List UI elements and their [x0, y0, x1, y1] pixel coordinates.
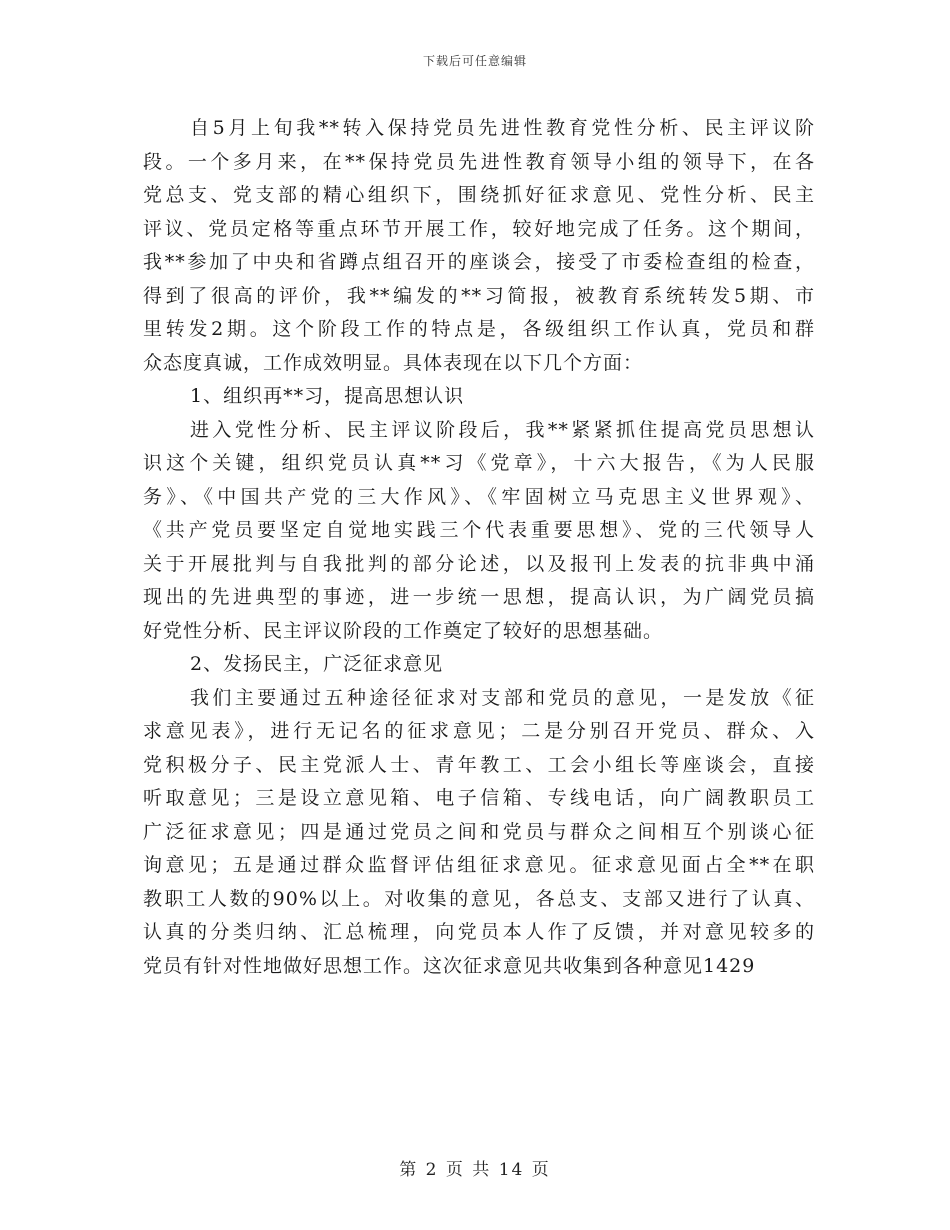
paragraph-line: 党员有针对性地做好思想工作。这次征求意见共收集到各种意见1429 — [143, 954, 756, 977]
paragraph-line: 进入党性分析、民主评议阶段后，我**紧紧抓住提高党员思想认 — [190, 418, 815, 441]
document-body — [143, 112, 815, 983]
page-number-footer: 第 2 页 共 14 页 — [399, 1160, 551, 1180]
paragraph-line: 得到了很高的评价，我**编发的**习简报，被教育系统转发5期、市 — [143, 284, 815, 307]
paragraph-line: 求意见表》，进行无记名的征求意见；二是分别召开党员、群众、入 — [143, 720, 815, 742]
paragraph-line: 认真的分类归纳、汇总梳理，向党员本人作了反馈，并对意见较多的 — [143, 921, 815, 943]
paragraph-line: 广泛征求意见；四是通过党员之间和党员与群众之间相互个别谈心征 — [143, 820, 815, 843]
paragraph-line: 党总支、党支部的精心组织下，围绕抓好征求意见、党性分析、民主 — [143, 184, 815, 206]
paragraph-line: 众态度真诚，工作成效明显。具体表现在以下几个方面： — [143, 351, 644, 374]
paragraph-line: 教职工人数的90%以上。对收集的意见，各总支、支部又进行了认真、 — [143, 887, 815, 910]
paragraph-line: 评议、党员定格等重点环节开展工作，较好地完成了任务。这个期间， — [143, 217, 815, 240]
paragraph-line: 里转发2期。这个阶段工作的特点是，各级组织工作认真，党员和群 — [143, 318, 815, 340]
paragraph-line: 务》、《中国共产党的三大作风》、《牢固树立马克思主义世界观》、 — [143, 485, 815, 508]
section-heading: 2、发扬民主，广泛征求意见 — [190, 653, 444, 675]
paragraph-line: 我们主要通过五种途径征求对支部和党员的意见，一是发放《征 — [190, 686, 815, 709]
paragraph-line: 段。一个多月来，在**保持党员先进性教育领导小组的领导下，在各 — [143, 150, 815, 173]
paragraph-line: 询意见；五是通过群众监督评估组征求意见。征求意见面占全**在职 — [143, 854, 815, 876]
paragraph-line: 《共产党员要坚定自觉地实践三个代表重要思想》、党的三代领导人 — [143, 519, 815, 541]
paragraph-line: 自5月上旬我**转入保持党员先进性教育党性分析、民主评议阶 — [190, 117, 815, 139]
paragraph-line: 党积极分子、民主党派人士、青年教工、工会小组长等座谈会，直接 — [143, 753, 815, 776]
page-header: 下载后可任意编辑 — [422, 54, 527, 68]
paragraph-line: 识这个关键，组织党员认真**习《党章》，十六大报告，《为人民服 — [143, 452, 815, 474]
paragraph-line: 关于开展批判与自我批判的部分论述，以及报刊上发表的抗非典中涌 — [143, 552, 815, 575]
paragraph-line: 听取意见；三是设立意见箱、电子信箱、专线电话，向广阔教职员工 — [143, 787, 815, 809]
paragraph-line: 我**参加了中央和省蹲点组召开的座谈会，接受了市委检查组的检查， — [143, 251, 815, 273]
paragraph-line: 现出的先进典型的事迹，进一步统一思想，提高认识，为广阔党员搞 — [143, 586, 815, 608]
paragraph-line: 好党性分析、民主评议阶段的工作奠定了较好的思想基础。 — [143, 619, 664, 642]
section-heading: 1、组织再**习，提高思想认识 — [190, 385, 465, 407]
